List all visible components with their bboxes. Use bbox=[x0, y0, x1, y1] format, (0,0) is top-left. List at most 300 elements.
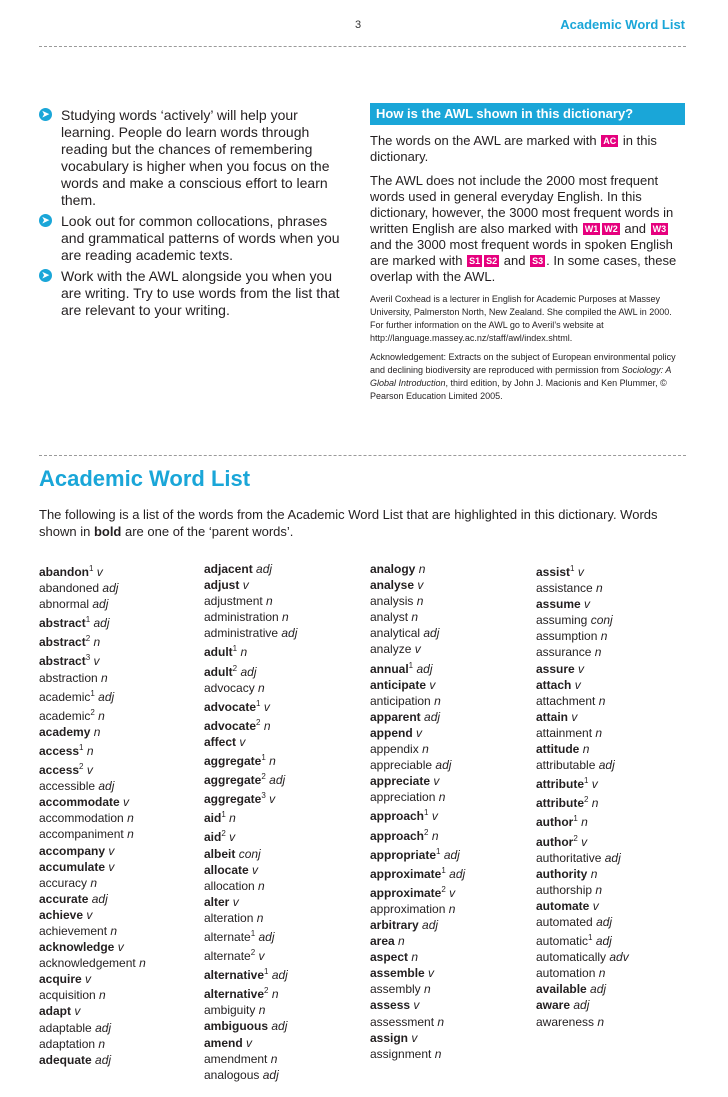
homograph-number: 1 bbox=[573, 814, 578, 824]
top-divider bbox=[39, 46, 686, 47]
middle-divider bbox=[39, 455, 686, 456]
homograph-number: 1 bbox=[232, 644, 238, 654]
part-of-speech: adj bbox=[269, 773, 286, 788]
homograph-number: 2 bbox=[441, 884, 446, 894]
word-entry bbox=[39, 907, 146, 923]
tip-text: Studying words ‘actively’ will help your learning. People do learn words through reading but the chances of remembering vocabulary is higher when you focus on the words and make a conscious effort to learn them. bbox=[61, 107, 330, 208]
headword: adequate bbox=[39, 1052, 92, 1067]
headword: accuracy bbox=[39, 875, 88, 890]
word-entry bbox=[204, 926, 297, 945]
info-text: The AWL does not include the 2000 most frequent words used in general everyday English. In this dictionary, however, the 3000 most frequent words in written English are also marked with bbox=[370, 173, 674, 236]
part-of-speech: v bbox=[123, 795, 130, 810]
part-of-speech: v bbox=[581, 834, 588, 849]
headword: attribute bbox=[536, 796, 584, 811]
word-entry bbox=[204, 862, 297, 878]
headword: allocate bbox=[204, 862, 249, 877]
headword: accumulate bbox=[39, 859, 106, 874]
intro-text: The following is a list of the words from the Academic Word List that are highlighted in this dictionary. Words shown in bbox=[39, 507, 658, 539]
homograph-number: 2 bbox=[264, 986, 269, 996]
word-entry bbox=[370, 709, 465, 725]
part-of-speech: n bbox=[418, 562, 426, 576]
headword: amend bbox=[204, 1035, 243, 1050]
part-of-speech: n bbox=[398, 934, 405, 949]
part-of-speech: adj bbox=[95, 1052, 112, 1067]
word-entry bbox=[370, 965, 465, 981]
part-of-speech: v bbox=[433, 774, 440, 789]
part-of-speech: n bbox=[437, 1014, 445, 1029]
word-entry bbox=[39, 1003, 146, 1019]
headword: appreciate bbox=[370, 774, 431, 789]
part-of-speech: n bbox=[431, 828, 439, 843]
headword: arbitrary bbox=[370, 917, 419, 932]
word-entry bbox=[536, 580, 629, 596]
headword: author bbox=[536, 834, 574, 849]
homograph-number: 2 bbox=[90, 707, 95, 717]
homograph-number: 1 bbox=[85, 615, 91, 625]
headword: adult bbox=[204, 664, 233, 679]
homograph-number: 2 bbox=[250, 948, 256, 958]
word-entry bbox=[39, 826, 146, 842]
word-entry bbox=[370, 1046, 465, 1062]
part-of-speech: v bbox=[108, 859, 115, 874]
word-entry bbox=[536, 914, 629, 930]
part-of-speech: n bbox=[256, 910, 264, 925]
headword: authorship bbox=[536, 882, 593, 897]
part-of-speech: adj bbox=[595, 934, 612, 949]
headword: academic bbox=[39, 708, 91, 723]
headword: appendix bbox=[370, 742, 419, 757]
part-of-speech: v bbox=[416, 725, 423, 740]
word-entry bbox=[536, 661, 629, 677]
part-of-speech: n bbox=[581, 815, 588, 830]
word-entry bbox=[204, 910, 297, 926]
headword: accommodation bbox=[39, 811, 124, 826]
part-of-speech: adj bbox=[92, 597, 109, 612]
headword: attachment bbox=[536, 693, 596, 708]
headword: assume bbox=[536, 597, 581, 612]
part-of-speech: n bbox=[263, 718, 271, 733]
word-entry bbox=[39, 1020, 146, 1036]
part-of-speech: adj bbox=[258, 929, 275, 944]
homograph-number: 1 bbox=[408, 660, 414, 670]
headword: appropriate bbox=[370, 847, 437, 862]
homograph-number: 2 bbox=[584, 795, 589, 805]
headword: adjustment bbox=[204, 594, 263, 609]
word-entry bbox=[39, 580, 146, 596]
part-of-speech: v bbox=[269, 792, 276, 807]
part-of-speech: v bbox=[574, 677, 581, 692]
part-of-speech: adj bbox=[102, 581, 119, 596]
word-entry bbox=[370, 658, 465, 677]
headword: aid bbox=[204, 830, 222, 845]
homograph-number: 1 bbox=[584, 776, 589, 786]
word-entry bbox=[370, 577, 465, 593]
headword: adapt bbox=[39, 1004, 72, 1019]
headword: achieve bbox=[39, 907, 84, 922]
section-title: Academic Word List bbox=[39, 466, 251, 491]
headword: adaptable bbox=[39, 1020, 92, 1035]
headword: academy bbox=[39, 724, 91, 739]
headword: attributable bbox=[536, 758, 596, 773]
part-of-speech: v bbox=[428, 966, 435, 981]
info-text: . In some cases, these overlap with the AWL. bbox=[370, 253, 677, 284]
word-entry bbox=[204, 1035, 297, 1051]
word-entry bbox=[204, 625, 297, 641]
acknowledgement bbox=[370, 351, 685, 403]
word-entry bbox=[39, 875, 146, 891]
word-entry bbox=[39, 794, 146, 810]
part-of-speech: adj bbox=[423, 626, 440, 641]
word-entry bbox=[536, 612, 629, 628]
headword: amendment bbox=[204, 1051, 268, 1066]
headword: administrative bbox=[204, 626, 279, 641]
part-of-speech: v bbox=[258, 949, 265, 964]
word-entry bbox=[370, 641, 465, 657]
word-entry bbox=[204, 983, 297, 1002]
word-entry bbox=[536, 949, 629, 965]
part-of-speech: v bbox=[584, 597, 591, 612]
tip-item bbox=[39, 268, 351, 319]
part-of-speech: adj bbox=[604, 850, 621, 865]
headword: analyse bbox=[370, 578, 415, 593]
word-column-1 bbox=[39, 561, 146, 1068]
info-text: in this dictionary. bbox=[370, 133, 657, 164]
headword: authority bbox=[536, 866, 588, 881]
part-of-speech: adj bbox=[422, 917, 439, 932]
part-of-speech: n bbox=[282, 610, 289, 625]
word-entry bbox=[204, 788, 297, 807]
word-entry bbox=[536, 628, 629, 644]
word-entry bbox=[204, 1002, 297, 1018]
arrow-right-icon: ➤ bbox=[39, 108, 52, 121]
info-text: and the 3000 most frequent words in spoken English are marked with bbox=[370, 237, 673, 268]
headword: alternate bbox=[204, 949, 251, 964]
part-of-speech: v bbox=[74, 1004, 81, 1019]
running-title: Academic Word List bbox=[560, 17, 685, 32]
headword: adjacent bbox=[204, 562, 253, 576]
word-entry bbox=[39, 939, 146, 955]
part-of-speech: n bbox=[98, 708, 105, 723]
headword: automatic bbox=[536, 934, 589, 949]
headword: automated bbox=[536, 914, 593, 929]
word-entry bbox=[39, 631, 146, 650]
headword: aggregate bbox=[204, 773, 262, 788]
part-of-speech: adj bbox=[256, 562, 273, 576]
part-of-speech: adv bbox=[609, 950, 629, 965]
word-entry bbox=[536, 965, 629, 981]
part-of-speech: v bbox=[85, 972, 92, 987]
word-entry bbox=[370, 1014, 465, 1030]
headword: append bbox=[370, 725, 413, 740]
headword: achievement bbox=[39, 923, 108, 938]
part-of-speech: conj bbox=[590, 613, 613, 628]
part-of-speech: adj bbox=[262, 1067, 279, 1082]
headword: analyst bbox=[370, 610, 409, 625]
part-of-speech: n bbox=[270, 1051, 278, 1066]
word-entry bbox=[204, 734, 297, 750]
word-entry bbox=[370, 677, 465, 693]
word-entry bbox=[204, 577, 297, 593]
part-of-speech: adj bbox=[416, 661, 433, 676]
part-of-speech: v bbox=[411, 1030, 418, 1045]
headword: apparent bbox=[370, 709, 421, 724]
homograph-number: 1 bbox=[250, 928, 256, 938]
headword: attach bbox=[536, 677, 572, 692]
headword: aggregate bbox=[204, 754, 262, 769]
word-entry bbox=[204, 878, 297, 894]
word-column-3 bbox=[370, 561, 465, 1062]
part-of-speech: adj bbox=[95, 1020, 112, 1035]
headword: analysis bbox=[370, 594, 414, 609]
word-entry bbox=[204, 641, 297, 660]
ack-text: , third edition, by John J. Macionis and Ken Plummer, © Pearson Education Limited 2005. bbox=[370, 378, 667, 401]
headword: advocate bbox=[204, 718, 257, 733]
word-entry bbox=[536, 930, 629, 949]
part-of-speech: v bbox=[96, 565, 103, 579]
homograph-number: 1 bbox=[221, 810, 226, 820]
part-of-speech: conj bbox=[238, 846, 261, 861]
headword: assignment bbox=[370, 1046, 432, 1061]
word-entry bbox=[370, 933, 465, 949]
part-of-speech: n bbox=[590, 866, 598, 881]
headword: acknowledge bbox=[39, 940, 115, 955]
word-entry bbox=[536, 997, 629, 1013]
headword: alter bbox=[204, 894, 230, 909]
part-of-speech: v bbox=[232, 894, 239, 909]
word-entry bbox=[39, 740, 146, 759]
ac-badge: AC bbox=[603, 136, 617, 146]
part-of-speech: n bbox=[229, 811, 236, 826]
headword: adjust bbox=[204, 578, 240, 593]
headword: attainment bbox=[536, 725, 593, 740]
part-of-speech: n bbox=[139, 956, 146, 971]
word-entry bbox=[370, 882, 465, 901]
part-of-speech: adj bbox=[424, 709, 441, 724]
homograph-number: 1 bbox=[588, 933, 593, 943]
word-entry bbox=[536, 709, 629, 725]
homograph-number: 2 bbox=[573, 833, 578, 843]
homograph-number: 1 bbox=[264, 967, 269, 977]
homograph-number: 3 bbox=[261, 791, 266, 801]
homograph-number: 2 bbox=[85, 634, 91, 644]
part-of-speech: n bbox=[598, 693, 606, 708]
word-entry bbox=[39, 1052, 146, 1068]
headword: approximate bbox=[370, 885, 442, 900]
part-of-speech: adj bbox=[596, 914, 613, 929]
part-of-speech: n bbox=[258, 878, 265, 893]
word-entry bbox=[39, 1036, 146, 1052]
headword: approach bbox=[370, 809, 425, 824]
word-entry bbox=[204, 1018, 297, 1034]
part-of-speech: adj bbox=[271, 968, 288, 983]
part-of-speech: n bbox=[90, 875, 98, 890]
word-entry bbox=[39, 971, 146, 987]
part-of-speech: n bbox=[438, 790, 446, 805]
part-of-speech: n bbox=[269, 754, 276, 769]
part-of-speech: n bbox=[595, 725, 603, 740]
part-of-speech: v bbox=[86, 763, 93, 778]
word-entry bbox=[536, 831, 629, 850]
part-of-speech: n bbox=[98, 1036, 106, 1051]
part-of-speech: v bbox=[417, 578, 424, 593]
arrow-right-icon: ➤ bbox=[39, 214, 52, 227]
homograph-number: 2 bbox=[261, 772, 266, 782]
word-entry bbox=[204, 846, 297, 862]
part-of-speech: v bbox=[263, 699, 270, 714]
intro-bold-word: bold bbox=[93, 524, 122, 539]
part-of-speech: n bbox=[127, 811, 134, 826]
part-of-speech: v bbox=[413, 998, 420, 1013]
word-entry bbox=[204, 696, 297, 715]
part-of-speech: n bbox=[591, 796, 599, 811]
headword: assistance bbox=[536, 581, 593, 596]
headword: automatically bbox=[536, 950, 607, 965]
info-paragraph-ac bbox=[370, 133, 685, 165]
headword: approximation bbox=[370, 901, 446, 916]
word-entry bbox=[370, 863, 465, 882]
headword: assure bbox=[536, 661, 575, 676]
headword: accompaniment bbox=[39, 827, 124, 842]
w2-badge: W2 bbox=[604, 224, 618, 234]
headword: analyze bbox=[370, 642, 412, 657]
part-of-speech: v bbox=[239, 734, 246, 749]
word-entry bbox=[39, 778, 146, 794]
word-entry bbox=[39, 596, 146, 612]
word-entry bbox=[370, 725, 465, 741]
word-entry bbox=[204, 750, 297, 769]
word-entry bbox=[39, 843, 146, 859]
part-of-speech: v bbox=[578, 661, 585, 676]
homograph-number: 1 bbox=[256, 698, 261, 708]
part-of-speech: adj bbox=[240, 664, 257, 679]
homograph-number: 1 bbox=[89, 564, 94, 573]
word-entry bbox=[370, 805, 465, 824]
tips-list bbox=[39, 107, 351, 323]
headword: appreciable bbox=[370, 758, 433, 773]
homograph-number: 1 bbox=[436, 846, 441, 856]
tip-text: Look out for common collocations, phrases and grammatical patterns of words when you are reading academic texts. bbox=[61, 213, 340, 263]
headword: annual bbox=[370, 661, 409, 676]
part-of-speech: n bbox=[600, 629, 608, 644]
word-entry bbox=[370, 773, 465, 789]
part-of-speech: v bbox=[242, 578, 249, 593]
headword: area bbox=[370, 934, 395, 949]
part-of-speech: v bbox=[229, 830, 236, 845]
headword: attitude bbox=[536, 742, 580, 757]
part-of-speech: adj bbox=[271, 1019, 288, 1034]
headword: alternate bbox=[204, 929, 251, 944]
tip-item bbox=[39, 107, 351, 209]
word-entry bbox=[536, 850, 629, 866]
headword: accompany bbox=[39, 843, 106, 858]
homograph-number: 1 bbox=[90, 688, 95, 698]
part-of-speech: n bbox=[411, 610, 419, 625]
word-entry bbox=[536, 596, 629, 612]
word-entry bbox=[204, 715, 297, 734]
headword: analogous bbox=[204, 1067, 260, 1082]
part-of-speech: adj bbox=[281, 626, 298, 641]
part-of-speech: v bbox=[246, 1035, 253, 1050]
word-column-2 bbox=[204, 561, 297, 1083]
headword: affect bbox=[204, 734, 237, 749]
headword: abandon bbox=[39, 565, 89, 579]
part-of-speech: n bbox=[434, 1046, 442, 1061]
word-entry bbox=[39, 724, 146, 740]
part-of-speech: n bbox=[93, 635, 101, 650]
intro-text: are one of the ‘parent words’. bbox=[125, 524, 294, 539]
headword: approach bbox=[370, 828, 425, 843]
headword: aspect bbox=[370, 950, 409, 965]
word-entry bbox=[39, 705, 146, 724]
headword: abnormal bbox=[39, 597, 90, 612]
word-entry bbox=[370, 561, 465, 577]
part-of-speech: v bbox=[108, 843, 115, 858]
part-of-speech: n bbox=[597, 1014, 605, 1029]
info-box-heading: How is the AWL shown in this dictionary? bbox=[370, 103, 685, 125]
part-of-speech: adj bbox=[435, 758, 452, 773]
part-of-speech: adj bbox=[443, 847, 460, 862]
word-entry bbox=[204, 593, 297, 609]
word-entry bbox=[204, 561, 297, 577]
word-entry bbox=[204, 609, 297, 625]
headword: assist bbox=[536, 565, 571, 579]
word-entry bbox=[536, 882, 629, 898]
word-entry bbox=[370, 789, 465, 805]
word-entry bbox=[39, 810, 146, 826]
s3-badge: S3 bbox=[532, 256, 544, 266]
word-entry bbox=[370, 917, 465, 933]
headword: aggregate bbox=[204, 792, 262, 807]
headword: awareness bbox=[536, 1014, 595, 1029]
word-entry bbox=[370, 693, 465, 709]
headword: available bbox=[536, 982, 587, 997]
s2-badge: S2 bbox=[486, 256, 498, 266]
word-entry bbox=[370, 981, 465, 997]
homograph-number: 1 bbox=[441, 865, 446, 875]
part-of-speech: adj bbox=[449, 866, 466, 881]
headword: advocacy bbox=[204, 680, 255, 695]
part-of-speech: n bbox=[595, 882, 603, 897]
word-entry bbox=[370, 609, 465, 625]
part-of-speech: v bbox=[93, 654, 100, 669]
word-entry bbox=[370, 844, 465, 863]
part-of-speech: n bbox=[596, 581, 603, 596]
info-paragraph-frequency bbox=[370, 173, 685, 285]
headword: albeit bbox=[204, 846, 236, 861]
headword: alteration bbox=[204, 910, 254, 925]
headword: access bbox=[39, 763, 80, 778]
part-of-speech: n bbox=[411, 950, 419, 965]
headword: author bbox=[536, 815, 574, 830]
headword: assessment bbox=[370, 1014, 435, 1029]
headword: acknowledgement bbox=[39, 956, 136, 971]
homograph-number: 2 bbox=[424, 827, 429, 837]
homograph-number: 2 bbox=[221, 829, 226, 839]
tip-text: Work with the AWL alongside you when you are writing. Try to use words from the list that are relevant to your writing. bbox=[61, 268, 340, 318]
word-entry bbox=[536, 866, 629, 882]
part-of-speech: n bbox=[93, 724, 101, 739]
headword: assess bbox=[370, 998, 411, 1013]
headword: ambiguous bbox=[204, 1019, 269, 1034]
headword: authoritative bbox=[536, 850, 602, 865]
word-entry bbox=[536, 811, 629, 830]
part-of-speech: v bbox=[429, 677, 436, 692]
word-entry bbox=[536, 644, 629, 660]
word-entry bbox=[370, 625, 465, 641]
part-of-speech: v bbox=[431, 809, 438, 824]
word-entry bbox=[536, 561, 629, 580]
part-of-speech: n bbox=[101, 670, 108, 685]
